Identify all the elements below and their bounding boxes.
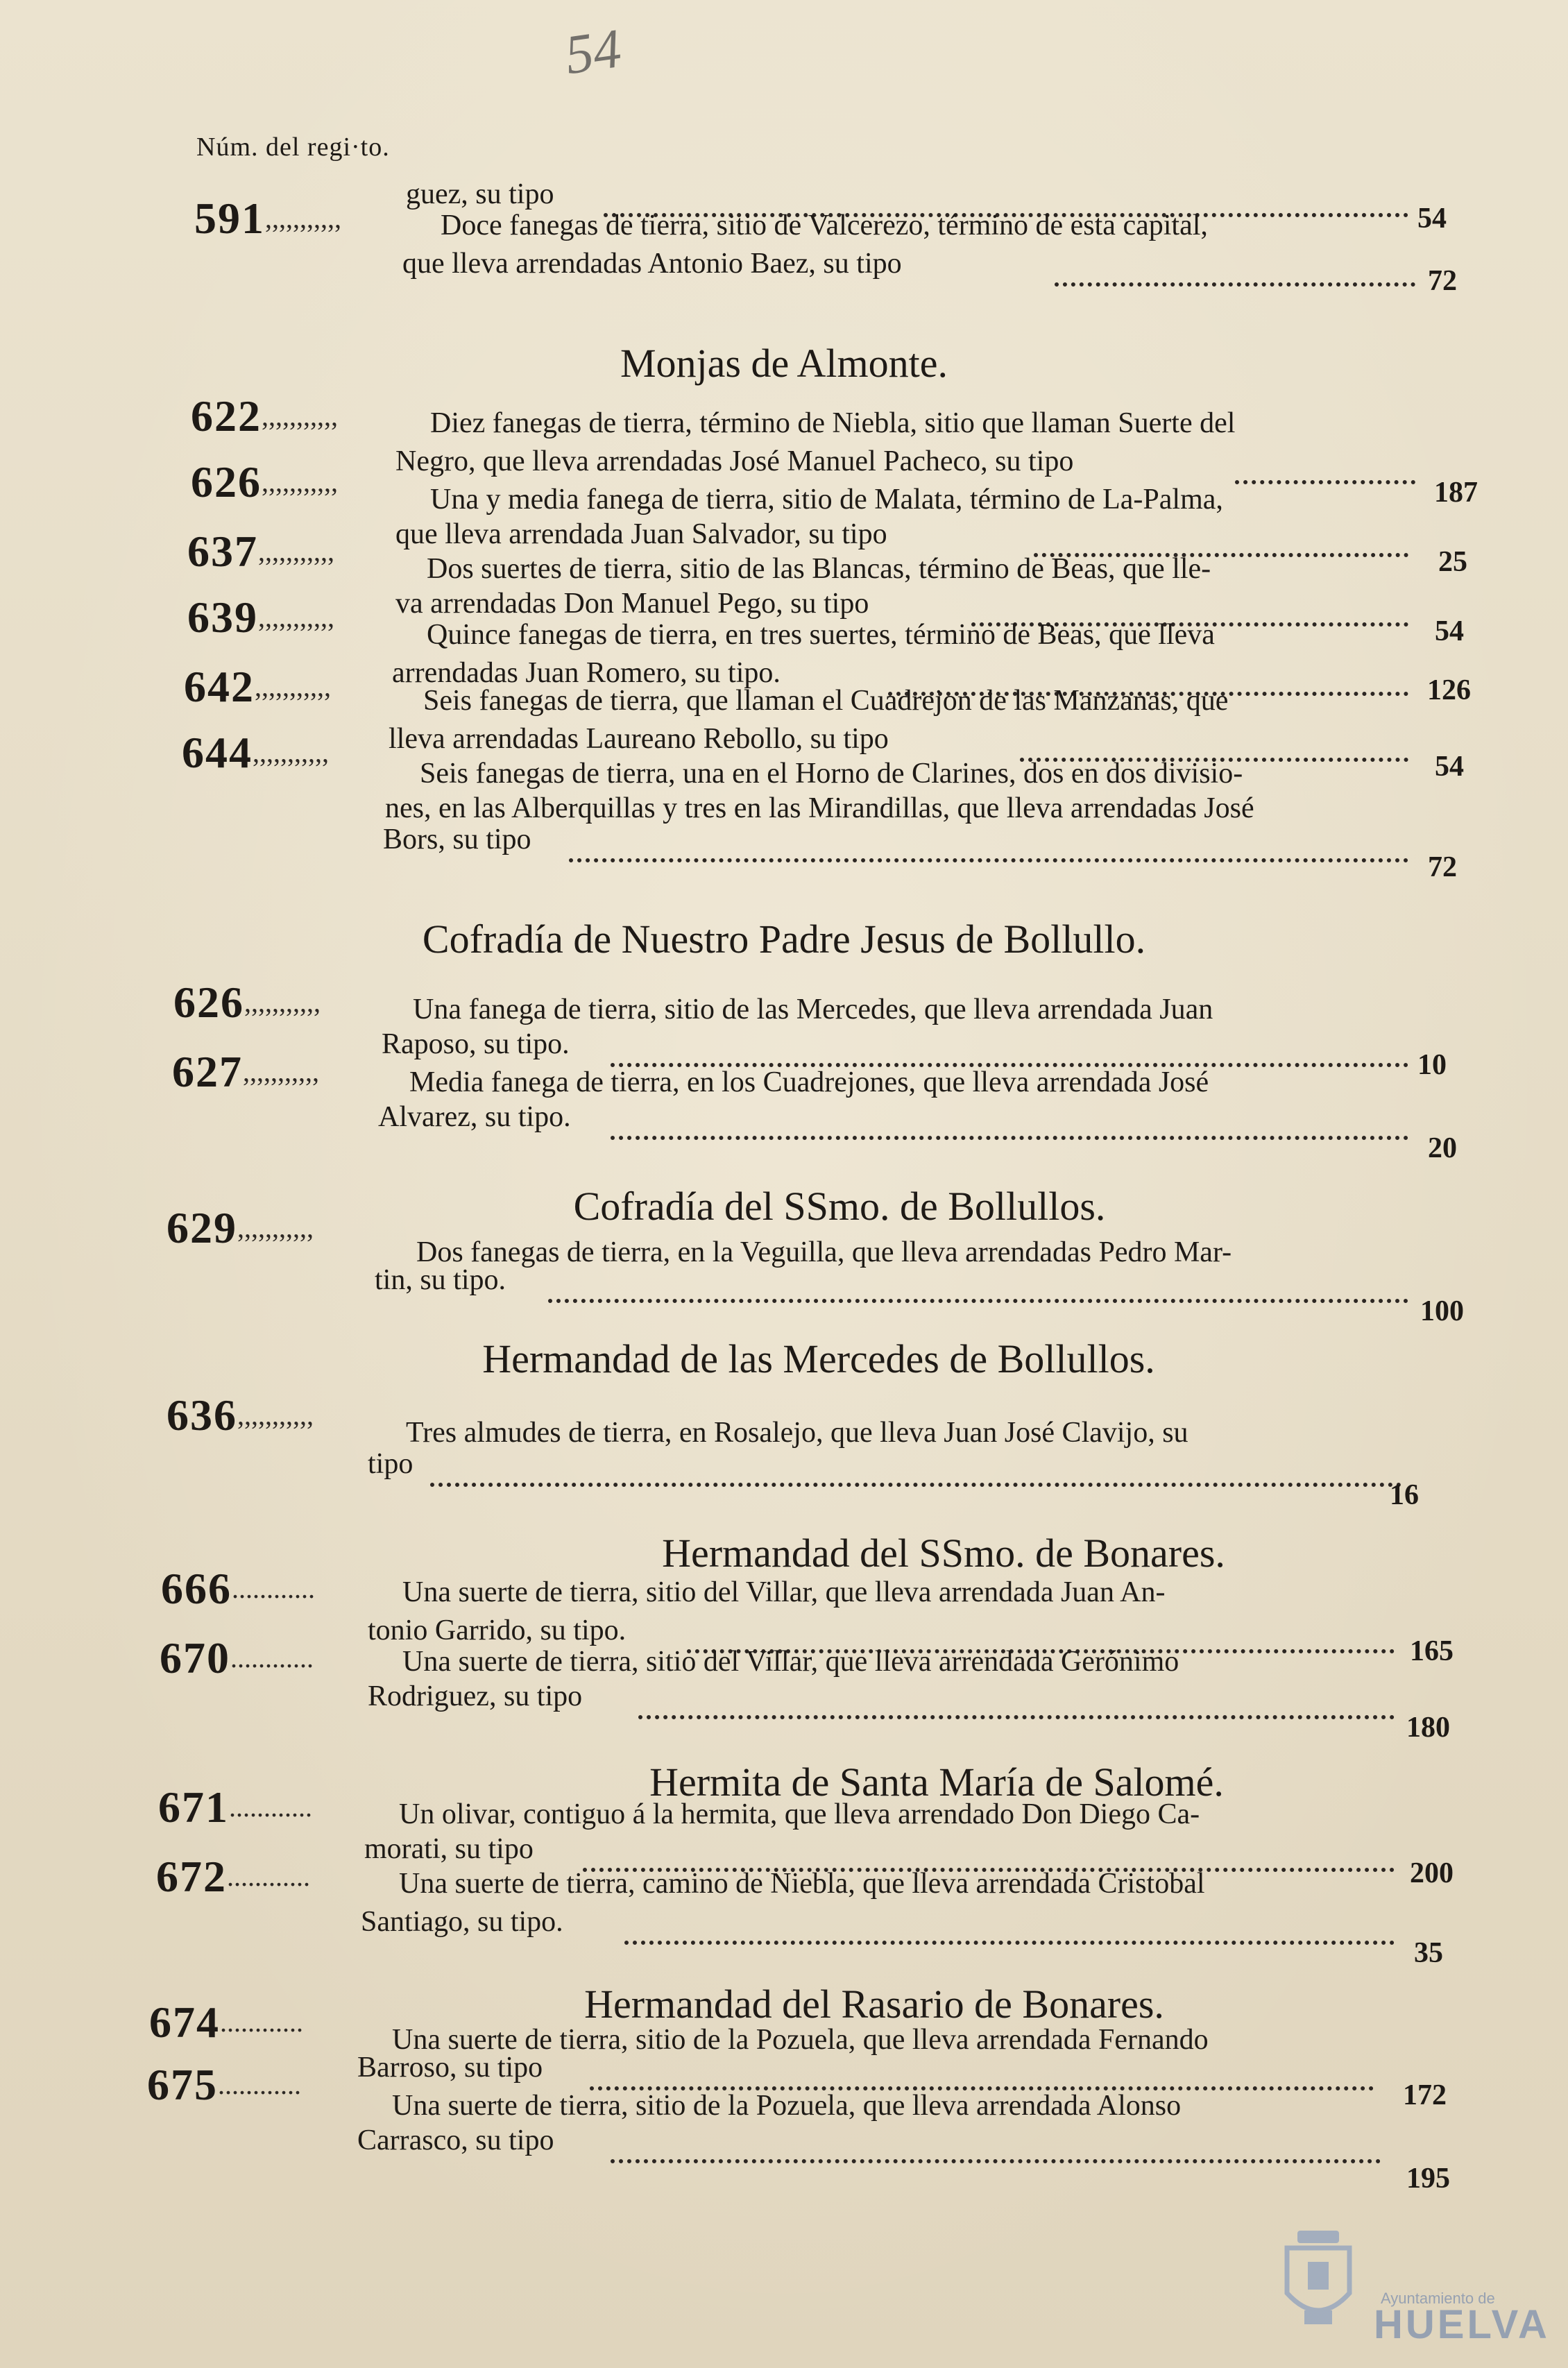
entry-text: Una suerte de tierra, camino de Niebla, que lleva arrendada Cristobal (399, 1868, 1205, 1900)
register-number: 626 ,,,,,,,,,,, (191, 457, 338, 506)
entry-price: 72 (1428, 265, 1457, 297)
section-heading: Cofradía de Nuestro Padre Jesus de Bollullo. (422, 917, 1146, 962)
entry-line (0, 1565, 1568, 1613)
leader-dots (548, 1271, 1408, 1303)
entry-price: 126 (1427, 674, 1471, 706)
register-number: 642 ,,,,,,,,,,, (184, 662, 331, 711)
watermark-city: HUELVA (1374, 2302, 1550, 2347)
entry-text: arrendadas Juan Romero, su tipo. (392, 657, 781, 689)
entry-line (0, 1203, 1568, 1268)
entry-text: Negro, que lleva arrendadas José Manuel Pacheco, su tipo (395, 445, 1074, 477)
entry-price: 100 (1420, 1295, 1464, 1327)
register-number: 626 ,,,,,,,,,,, (173, 978, 321, 1027)
section-heading: Hermita de Santa María de Salomé. (649, 1760, 1224, 1805)
entry-text: guez, su tipo (406, 178, 554, 210)
entry-price: 172 (1403, 2079, 1447, 2111)
entry-line (0, 1905, 1568, 1969)
leader-dots (638, 1687, 1395, 1719)
register-number: 644 ,,,,,,,,,,, (182, 728, 329, 777)
entry-text: Dos fanegas de tierra, en la Veguilla, que lleva arrendadas Pedro Mar- (416, 1236, 1232, 1268)
entry-text: Raposo, su tipo. (382, 1028, 570, 1060)
column-header: Núm. del regi·to. (196, 133, 390, 162)
entry-text: Rodriguez, su tipo (368, 1680, 583, 1712)
entry-line (0, 2123, 1568, 2195)
entry-text: tonio Garrido, su tipo. (368, 1615, 627, 1646)
entry-text: Dos suertes de tierra, sitio de las Blancas, término de Beas, que lle- (427, 553, 1211, 585)
entry-line (0, 2060, 1568, 2122)
entry-price: 54 (1435, 751, 1464, 783)
entry-text: Bors, su tipo (383, 824, 531, 855)
entry-text: Una suerte de tierra, sitio de la Pozuela, que lleva arrendada Alonso (392, 2090, 1182, 2122)
entry-price: 165 (1410, 1635, 1454, 1667)
entry-text: morati, su tipo (364, 1833, 534, 1865)
register-number: 670 ............ (160, 1633, 314, 1683)
entry-line (0, 1783, 1568, 1832)
entry-text: que lleva arrendada Juan Salvador, su tipo (395, 518, 887, 550)
entry-text: Carrasco, su tipo (357, 2124, 554, 2156)
register-number: 629 ,,,,,,,,,,, (167, 1203, 314, 1252)
entry-line (0, 527, 1568, 585)
leader-dots (611, 1108, 1408, 1140)
entry-price: 10 (1417, 1049, 1447, 1081)
leader-dots (624, 1913, 1395, 1945)
entry-price: 16 (1390, 1479, 1419, 1511)
entry-text: Una y media fanega de tierra, sitio de Malata, término de La-Palma, (430, 484, 1223, 516)
entry-line (0, 1679, 1568, 1744)
entry-text: Quince fanegas de tierra, en tres suertes, término de Beas, que lleva (427, 619, 1215, 651)
section-heading: Hermandad del SSmo. de Bonares. (662, 1531, 1225, 1576)
entry-line (0, 194, 1568, 243)
register-number: 674 ............ (149, 1998, 303, 2047)
register-number: 622 ,,,,,,,,,,, (191, 391, 338, 441)
entry-price: 180 (1406, 1712, 1450, 1744)
entry-text: va arrendadas Don Manuel Pego, su tipo (395, 588, 869, 620)
entry-line (0, 246, 1568, 295)
entry-line (0, 728, 1568, 790)
entry-text: Seis fanegas de tierra, una en el Horno de Clarines, dos en dos divisio- (420, 758, 1243, 790)
section-heading: Monjas de Almonte. (620, 341, 948, 386)
register-number: 627 ,,,,,,,,,,, (172, 1047, 319, 1096)
entry-line (0, 1852, 1568, 1901)
entry-text: tipo (368, 1448, 414, 1480)
entry-text: Tres almudes de tierra, en Rosalejo, que lleva Juan José Clavijo, su (406, 1417, 1188, 1449)
entry-line (0, 1447, 1568, 1511)
watermark-logo (1277, 2224, 1550, 2347)
entry-line (0, 392, 1568, 441)
register-number: 671 ............ (158, 1782, 312, 1832)
entry-text: Alvarez, su tipo. (378, 1101, 571, 1133)
coat-of-arms-icon (1277, 2224, 1360, 2335)
entry-text: Barroso, su tipo (357, 2052, 543, 2084)
entry-price: 54 (1435, 615, 1464, 647)
entry-text: Diez fanegas de tierra, término de Niebla, sitio que llaman Suerte del (430, 407, 1236, 439)
entry-price: 72 (1428, 851, 1457, 883)
entry-price: 195 (1406, 2163, 1450, 2195)
watermark-caption: Ayuntamiento de (1381, 2290, 1495, 2307)
register-number: 636 ,,,,,,,,,,, (167, 1390, 314, 1440)
leader-dots (430, 1455, 1401, 1487)
section-heading: Cofradía del SSmo. de Bollullos. (573, 1184, 1106, 1229)
entry-text: Santiago, su tipo. (361, 1906, 563, 1938)
entry-line (0, 1634, 1568, 1683)
section-heading: Hermandad de las Mercedes de Bollullos. (482, 1336, 1155, 1381)
entry-price: 25 (1438, 546, 1467, 578)
entry-text: Doce fanegas de tierra, sitio de Valcerezo, término de esta capital, (441, 210, 1208, 241)
entry-text: Una suerte de tierra, sitio de la Pozuela, que lleva arrendada Fernando (392, 2024, 1209, 2056)
entry-line (0, 1100, 1568, 1164)
register-number: 666 ............ (161, 1564, 315, 1613)
entry-text: nes, en las Alberquillas y tres en las Mirandillas, que lleva arrendadas José (385, 792, 1254, 824)
leader-dots (611, 2131, 1381, 2163)
leader-dots (569, 830, 1408, 862)
handwritten-page-number: 54 (561, 17, 625, 87)
register-number: 675 ............ (147, 2060, 301, 2109)
register-number: 672 ............ (156, 1852, 310, 1901)
entry-text: que lleva arrendadas Antonio Baez, su tipo (402, 248, 902, 280)
entry-text: Una suerte de tierra, sitio del Villar, que lleva arrendada Gerónimo (402, 1646, 1179, 1678)
leader-dots (1055, 255, 1415, 287)
entry-text: tin, su tipo. (375, 1264, 506, 1296)
entry-text: Seis fanegas de tierra, que llaman el Cuadrejon de las Manzanas, que (423, 685, 1229, 717)
entry-price: 35 (1414, 1937, 1443, 1969)
entry-price: 20 (1428, 1132, 1457, 1164)
register-number: 637 ,,,,,,,,,,, (187, 527, 334, 576)
entry-line (0, 1048, 1568, 1096)
entry-text: Media fanega de tierra, en los Cuadrejones, que lleva arrendada José (409, 1066, 1209, 1098)
entry-line (0, 457, 1568, 516)
entry-price: 187 (1434, 477, 1478, 509)
entry-text: Una fanega de tierra, sitio de las Mercedes, que lleva arrendada Juan (413, 994, 1213, 1025)
entry-line (0, 593, 1568, 651)
register-number: 591 ,,,,,,,,,,, (194, 194, 341, 243)
register-number: 639 ,,,,,,,,,,, (187, 593, 334, 642)
entry-line (0, 822, 1568, 883)
entry-line (0, 1998, 1568, 2056)
entry-price: 200 (1410, 1857, 1454, 1889)
section-heading: Hermandad del Rasario de Bonares. (584, 1982, 1164, 2027)
entry-line (0, 1263, 1568, 1327)
entry-text: lleva arrendadas Laureano Rebollo, su tipo (389, 723, 889, 755)
entry-text: Una suerte de tierra, sitio del Villar, que lleva arrendada Juan An- (402, 1576, 1166, 1608)
entry-line (0, 978, 1568, 1027)
entry-text: Un olivar, contiguo á la hermita, que lleva arrendado Don Diego Ca- (399, 1798, 1200, 1830)
entry-line (0, 662, 1568, 717)
entry-line (0, 1390, 1568, 1449)
entry-price: 54 (1417, 203, 1447, 235)
